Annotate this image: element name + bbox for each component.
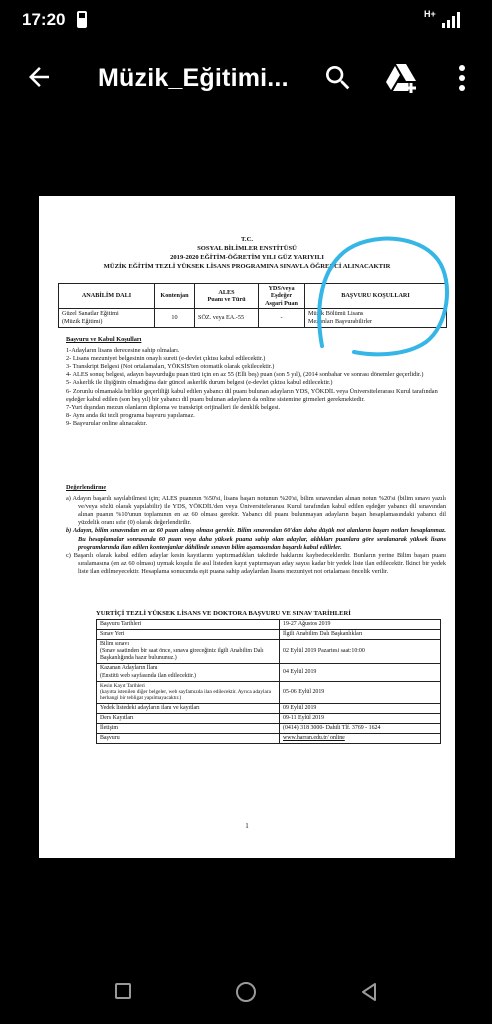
- schedule-label: Bilim sınavı (Sınav saatinden bir saat önce, sınava gireceğiniz ilgili Anabilim Dalı Başkanlığında hazır bulununuz.): [97, 640, 280, 664]
- table-row: [97, 713, 441, 723]
- application-link[interactable]: www.harran.edu.tr/ online: [280, 733, 441, 743]
- list-item: c) Başarılı olarak kabul edilen adaylar kesin kayıtlarını yaptırmadıkları takdirde haklarını kaybedeceklerdir. Bunların yerine Bilim başarı puanı sıralamasına (en az 60 olması) uymak koşulu ile asıl listeden kayıt yaptırmayan aday sayısı kadar bir yedek liste ilan edilecektir. İkinci bir yedek liste ilan edilmeyecektir. Hesaplama sonucunda eşit puana sahip adaylardan lisans mezuniyet not ortalaması öncelik verilir.: [66, 551, 446, 575]
- list-item: 1-Adayların lisans derecesine sahip olmaları.: [66, 347, 180, 355]
- schedule-label: Ders Kayıtları: [97, 713, 280, 723]
- table-row: [97, 733, 441, 743]
- schedule-label: Yedek listedeki adayların ilanı ve kayıtları: [97, 703, 280, 713]
- system-nav-bar: [0, 964, 492, 1024]
- application-heading: Başvuru ve Kabul Koşulları: [66, 336, 142, 343]
- col-yds: YDS/veya Eşdeğer Asgari Puan: [259, 284, 305, 309]
- doc-header-program: MÜZİK EĞİTİM TEZLİ YÜKSEK LİSANS PROGRAMINA SINAVLA ÖĞRENCİ ALINACAKTIR: [103, 263, 391, 270]
- schedule-value: 05-06 Eylül 2019: [280, 681, 441, 703]
- table-row: [97, 620, 441, 630]
- table-row: [97, 703, 441, 713]
- quota-table: [58, 283, 447, 328]
- col-ales: ALES Puanı ve Türü: [195, 284, 259, 309]
- document-title: Müzik_Eğitimi...: [98, 64, 289, 92]
- more-vert-icon[interactable]: [450, 62, 474, 94]
- list-item: 5- Askerlik ile ilişiğinin olmadığına dair güncel askerlik durum belgesi (e-devlet çıktısı kabul edilecektir.): [66, 379, 333, 387]
- list-item: 4- ALES sonuç belgesi, adayın başvurduğu puan türü için en az 55 (Elli beş) puan (son 5 yıl), (2014 sonbahar ve sonrası dönemler geçerlidir.): [66, 371, 424, 379]
- clock: 17:20: [22, 10, 66, 29]
- doc-header-tc: T.C.: [241, 236, 253, 243]
- cell-quota: 10: [155, 309, 195, 328]
- cell-ales: SÖZ. veya EA.-55: [195, 309, 259, 328]
- app-bar: [0, 48, 492, 108]
- home-button[interactable]: [236, 982, 256, 1002]
- cell-dept: Güzel Sanatlar Eğitimi (Müzik Eğitimi): [59, 309, 155, 328]
- google-drive-add-icon[interactable]: [384, 60, 420, 96]
- list-item: 3- Transkript Belgesi (Not ortalamaları, YÖKSİS'ten otomatik olarak çekilecektir.): [66, 363, 275, 371]
- application-list: [66, 347, 446, 428]
- evaluation-section: [66, 484, 446, 576]
- list-item: 6- Zorunlu olmamakla birlikte geçerliliği kabul edilen yabancı dil puanı bulunan adayların YDS, YÖKDİL veya Üniversitelerarası Kurul tarafından eşdeğer kabul edilen (son beş yıl) bir yabancı dil puanı bulunan adayların da online sistemine girmeleri gerekmektedir.: [66, 387, 438, 403]
- doc-header-institute: SOSYAL BİLİMLER ENSTİTÜSÜ: [197, 245, 297, 252]
- document-page[interactable]: [39, 196, 455, 858]
- page-number: 1: [245, 822, 249, 830]
- nav-back-button[interactable]: [358, 981, 380, 1003]
- doc-header-year: 2019-2020 EĞİTİM-ÖĞRETİM YILI GÜZ YARIYILI: [170, 254, 324, 261]
- table-row: [97, 723, 441, 733]
- list-item: 2- Lisans mezuniyet belgesinin onaylı sureti (e-devlet çıktısı kabul edilecektir.): [66, 355, 266, 363]
- schedule-title: YURTİÇİ TEZLİ YÜKSEK LİSANS VE DOKTORA BAŞVURU VE SINAV TARİHLERİ: [96, 610, 351, 617]
- table-row: [97, 681, 441, 703]
- schedule-label: İletişim: [97, 723, 280, 733]
- schedule-value: 04 Eylül 2019: [280, 664, 441, 681]
- col-quota: Kontenjan: [155, 284, 195, 309]
- list-item: 8- Aynı anda iki tezli programa başvuru yapılamaz.: [66, 411, 195, 419]
- list-item: 7-Yurt dışından mezun olanların diploma ve transkript orijinalleri ile denklik belgesi.: [66, 403, 281, 411]
- schedule-label: Kesin Kayıt Tarihleri (kayıtta istenilen diğer belgeler, web sayfamızda ilan edilecektir. Ayrıca adaylara herhangi bir tebligat yapılmayacaktır.): [97, 681, 280, 703]
- schedule-label: Sınav Yeri: [97, 630, 280, 640]
- schedule-table: [96, 619, 441, 744]
- battery-icon: [77, 11, 87, 28]
- application-section: [66, 336, 446, 428]
- table-row: [59, 309, 447, 328]
- cell-yds: -: [259, 309, 305, 328]
- schedule-value: (0414) 318 3000- Dahili Tlf. 3769 - 1624: [280, 723, 441, 733]
- col-dept: ANABİLİM DALI: [59, 284, 155, 309]
- table-header-row: [59, 284, 447, 309]
- schedule-value: 09-11 Eylül 2019: [280, 713, 441, 723]
- list-item: b) Adayın, bilim sınavından en az 60 puan almış olması gerekir. Bilim sınavından 60'dan daha düşük not alanların başarı notları hesaplanmaz. Bu hesaplamalar sonrasında 60 puan veya daha yüksek puana sahip olan adaylar, aldıkları puanlara göre sıralanarak yüksek lisans programlarında ilan edilen kontenjanlar dâhilinde sınavın bilim aşamasından başarılı kabul edilirler.: [66, 527, 446, 551]
- recents-button[interactable]: [115, 983, 131, 999]
- col-conditions: BAŞVURU KOŞULLARI: [305, 284, 447, 309]
- schedule-value: 09 Eylül 2019: [280, 703, 441, 713]
- schedule-label: Başvuru: [97, 733, 280, 743]
- table-row: [97, 664, 441, 681]
- search-icon[interactable]: [322, 62, 354, 94]
- schedule-value: İlgili Anabilim Dalı Başkanlıkları: [280, 630, 441, 640]
- network-type: H+: [424, 9, 436, 19]
- status-bar: [0, 0, 492, 40]
- evaluation-heading: Değerlendirme: [66, 484, 107, 491]
- schedule-label: Başvuru Tarihleri: [97, 620, 280, 630]
- list-item: 9- Başvurular online alınacaktır.: [66, 419, 148, 427]
- cell-conditions: Müzik Bölümü Lisans Mezunları Başvurabilirler: [305, 309, 447, 328]
- schedule-label: Kazanan Adayların İlanı (Enstitü web sayfasında ilan edilecektir.): [97, 664, 280, 681]
- schedule-value: 19-27 Ağustos 2019: [280, 620, 441, 630]
- signal-icon: [442, 12, 464, 28]
- list-item: a) Adayın başarılı sayılabilmesi için; ALES puanının %50'si, lisans başarı notunun %20'si, bilim sınavından alınan notun %20'si (bilim sınavı yazılı ve/veya sözlü olarak yapılabilir) ile YDS, YÖKDİL'den veya Üniversitelerarası Kurul tarafından kabul edilen eşdeğer yabancı dil sınavından alınan puanın %10'unun toplamının en az 60 olması gerekir. Yabancı dil puanı bulunmayan adayların başarı hesaplamasındaki yabancı dil yüzdelik oranı sıfır (0) olarak değerlendirilir.: [66, 495, 446, 527]
- back-arrow-icon[interactable]: [24, 62, 54, 92]
- table-row: [97, 630, 441, 640]
- schedule-value: 02 Eylül 2019 Pazartesi saat:10:00: [280, 640, 441, 664]
- table-row: [97, 640, 441, 664]
